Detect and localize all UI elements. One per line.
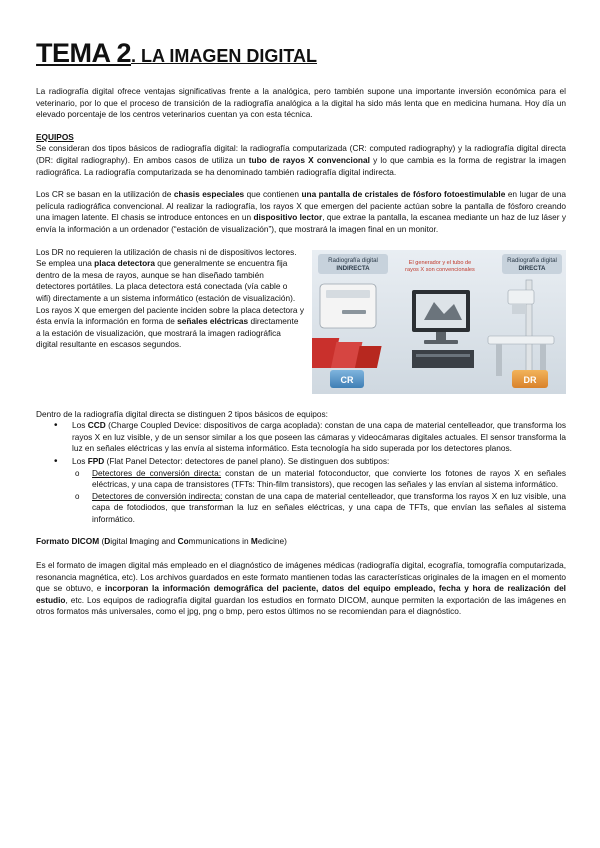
dr-types-list bbox=[36, 420, 566, 525]
dicom-heading: Formato DICOM (Digital Imaging and Communications in Medicine) bbox=[36, 536, 287, 547]
cr-dr-diagram-figure bbox=[312, 250, 566, 394]
indirect-label-line2: INDIRECTA bbox=[336, 264, 370, 272]
list-item-fpd: • Los FPD (Flat Panel Detector: detectores de panel plano). Se distinguen dos subtipos: o Detectores de conversión directa: constan de un material fotoconductor, que convierte los fotones de rayos X en señales eléctricas, y una capa de transistores (TFTs: Thin-film transistors), que recogen las señales y las envían al sistema informático. o Detectores de conversión indirecta: constan de una capa de material centelleador, que transforma los rayos X en luz visible, una capa de fotodiodos, que transforman la luz en señales eléctricas, y una capa de TFTs, que envían las señales al sistema informático. bbox=[72, 456, 566, 526]
document-page bbox=[36, 38, 566, 629]
direct-label-line1: Radiografía digital bbox=[507, 256, 557, 264]
intro-paragraph: La radiografía digital ofrece ventajas significativas frente a la analógica, pero también supone una importante inversión económica para el veterinario, por lo que el proceso de transición de la radiografía analógica a la digital ha sido más lenta que en medicina humana. Hoy día un elevado porcentaje de los centros veterinarios cuentan ya con esta técnica. bbox=[36, 86, 566, 120]
dr-block bbox=[36, 247, 566, 399]
dr-types-intro: Dentro de la radiografía digital directa se distinguen 2 tipos básicos de equipos: bbox=[36, 408, 328, 419]
list-item-direct-conversion: o Detectores de conversión directa: constan de un material fotoconductor, que convierte los fotones de rayos X en señales eléctricas, y una capa de transistores (TFTs: Thin-film transistors), que recogen las señales y las envían al sistema informático. bbox=[92, 468, 566, 491]
dr-tag: DR bbox=[523, 374, 537, 385]
direct-label-line2: DIRECTA bbox=[518, 264, 546, 272]
cr-tag: CR bbox=[340, 374, 354, 385]
center-label-line2: rayos X son convencionales bbox=[405, 266, 475, 273]
title-main: TEMA 2 bbox=[36, 38, 132, 68]
indirect-label-line1: Radiografía digital bbox=[328, 256, 378, 264]
title-sub: . LA IMAGEN DIGITAL bbox=[131, 46, 318, 66]
list-item-indirect-conversion: o Detectores de conversión indirecta: constan de una capa de material centelleador, que transforma los rayos X en luz visible, una capa de fotodiodos, que transforman la luz en señales eléctricas, y una capa de TFTs, que envían las señales al sistema informático. bbox=[92, 491, 566, 526]
equipos-paragraph-1: Se consideran dos tipos básicos de radiografía digital: la radiografía computarizada (CR: computed radiography) y la radiografía digital directa (DR: digital radiography). En ambos casos de utiliza un tubo de rayos X convencional y lo que cambia es la forma de registrar la imagen radiográfica. La radiografía computarizada se ha denominado también radiografía digital indirecta. bbox=[36, 143, 566, 177]
cr-paragraph: Los CR se basan en la utilización de chasis especiales que contienen una pantalla de cristales de fósforo fotoestimulable en lugar de una película radiográfica convencional. Al realizar la radiografía, los rayos X que emergen del paciente actúan sobre la pantalla de fósforo creando una imagen latente. El chasis se introduce entonces en un dispositivo lector, que extrae la pantalla, la escanea mediante un haz de luz láser y envía la información a un ordenador (“estación de visualización”), que mostrará la imagen final en un monitor. bbox=[36, 189, 566, 234]
dr-paragraph: Los DR no requieren la utilización de chasis ni de dispositivos lectores. Se emplea una placa detectora que generalmente se encuentra fija dentro de la mesa de rayos, aunque se han diseñado también detectores portátiles. La placa detectora está conectada (vía cable o wifi) directamente a un sistema informático (estación de visualización). Los rayos X que emergen del paciente inciden sobre la placa detectora y ésta envía la información en forma de señales eléctricas directamente a la estación de visualización, que mostrará la imagen radiográfica digital resultante en escasos segundos. bbox=[36, 246, 304, 350]
dicom-paragraph: Es el formato de imagen digital más empleado en el diagnóstico de imágenes médicas (radiografía digital, ecografía, tomografía computarizada, resonancia magnética, etc). Los archivos guardados en este formato mantienen todas las características originales de la imagen en el momento que se obtuvo, e incorporan la información demográfica del paciente, datos del equipo empleado, fecha y hora de realización del estudio, etc. Los equipos de radiografía digital guardan los estudios en formato DICOM, aunque permiten la exportación de las imágenes en otros formatos más universales, como el jpg, png o bmp, pero estos últimos no se recomiendan para el diagnóstico. bbox=[36, 560, 566, 617]
workstation-monitor bbox=[412, 290, 474, 368]
cr-reader-device bbox=[320, 284, 376, 328]
center-label-line1: El generador y el tubo de bbox=[408, 259, 472, 266]
fpd-subtypes-list bbox=[72, 468, 566, 526]
page-title bbox=[36, 38, 566, 72]
equipos-heading: EQUIPOS bbox=[36, 131, 74, 142]
list-item-ccd: • Los CCD (Charge Coupled Device: dispositivos de carga acoplada): constan de una capa de material centelleador, que transforma los rayos X en luz visible, y de un sensor similar a los que poseen las cámaras y videocámaras digitales actuales. El sensor transforma la luz en señales eléctricas y las envía al sistema informático. Esta tecnología ha sido superada por los detectores planos. bbox=[72, 420, 566, 455]
